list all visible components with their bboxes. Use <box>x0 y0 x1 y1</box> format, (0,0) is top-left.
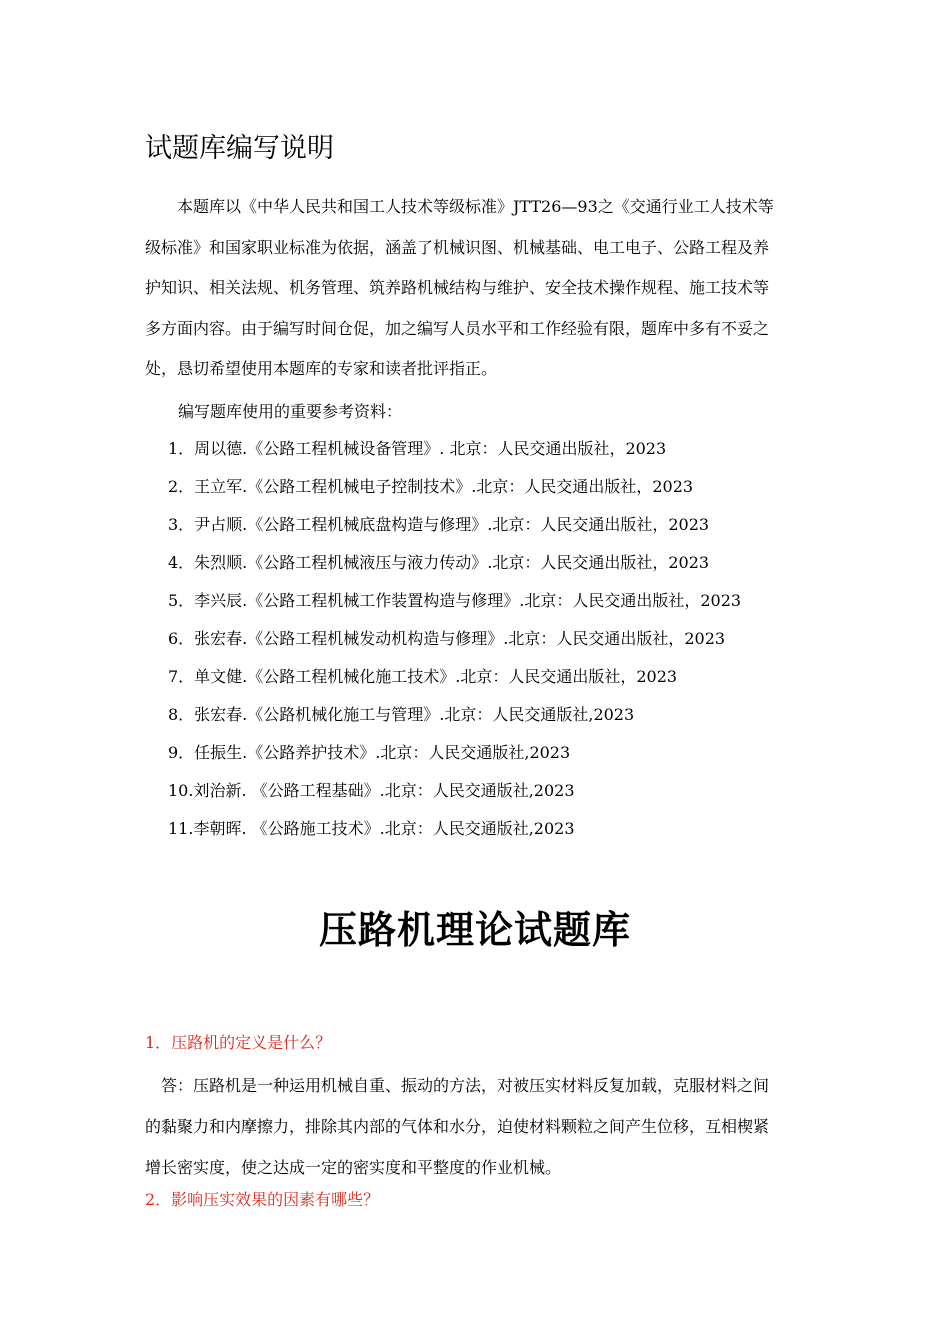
intro-line: 处，恳切希望使用本题库的专家和读者批评指正。 <box>145 359 498 378</box>
section-title: 试题库编写说明 <box>145 133 334 164</box>
answer-line: 答：压路机是一种运用机械自重、振动的方法，对被压实材料反复加载，克服材料之间 <box>161 1076 770 1095</box>
reference-item: 6．张宏春.《公路工程机械发动机构造与修理》.北京：人民交通出版社，2023 <box>168 629 726 648</box>
answer-line: 增长密实度，使之达成一定的密实度和平整度的作业机械。 <box>145 1158 562 1177</box>
question-2: 2．影响压实效果的因素有哪些？ <box>145 1190 380 1209</box>
intro-line: 护知识、相关法规、机务管理、筑养路机械结构与维护、安全技术操作规程、施工技术等 <box>145 278 770 297</box>
reference-item: 3．尹占顺.《公路工程机械底盘构造与修理》.北京：人民交通出版社，2023 <box>168 515 710 534</box>
intro-line: 级标准》和国家职业标准为依据，涵盖了机械识图、机械基础、电工电子、公路工程及养 <box>145 237 770 257</box>
reference-item: 9．任振生.《公路养护技术》.北京：人民交通版社,2023 <box>168 743 571 762</box>
reference-item: 8．张宏春.《公路机械化施工与管理》.北京：人民交通版社,2023 <box>168 705 635 724</box>
answer-1 <box>145 1065 807 1188</box>
answer-line: 的黏聚力和内摩擦力，排除其内部的气体和水分，迫使材料颗粒之间产生位移，互相楔紧 <box>145 1117 770 1136</box>
intro-line: 本题库以《中华人民共和国工人技术等级标准》JTT26—93之《交通行业工人技术等 <box>177 197 774 216</box>
reference-item: 1．周以德.《公路工程机械设备管理》. 北京：人民交通出版社，2023 <box>168 439 667 458</box>
reference-item: 7．单文健.《公路工程机械化施工技术》.北京：人民交通出版社，2023 <box>168 667 678 686</box>
reference-item: 11.李朝晖. 《公路施工技术》.北京：人民交通版社,2023 <box>168 819 575 838</box>
reference-item: 10.刘治新. 《公路工程基础》.北京：人民交通版社,2023 <box>168 781 575 800</box>
reference-item: 2．王立军.《公路工程机械电子控制技术》.北京：人民交通出版社，2023 <box>168 477 694 496</box>
references-heading: 编写题库使用的重要参考资料： <box>178 402 403 421</box>
references-list <box>168 435 741 853</box>
question-1: 1．压路机的定义是什么？ <box>145 1033 332 1052</box>
intro-line: 多方面内容。由于编写时间仓促，加之编写人员水平和工作经验有限，题库中多有不妥之 <box>145 318 770 338</box>
reference-item: 5．李兴辰.《公路工程机械工作装置构造与修理》.北京：人民交通出版社，2023 <box>168 591 742 610</box>
question-bank-title: 压路机理论试题库 <box>318 908 631 952</box>
intro-paragraph <box>145 187 807 390</box>
reference-item: 4．朱烈顺.《公路工程机械液压与液力传动》.北京：人民交通出版社，2023 <box>168 553 710 572</box>
